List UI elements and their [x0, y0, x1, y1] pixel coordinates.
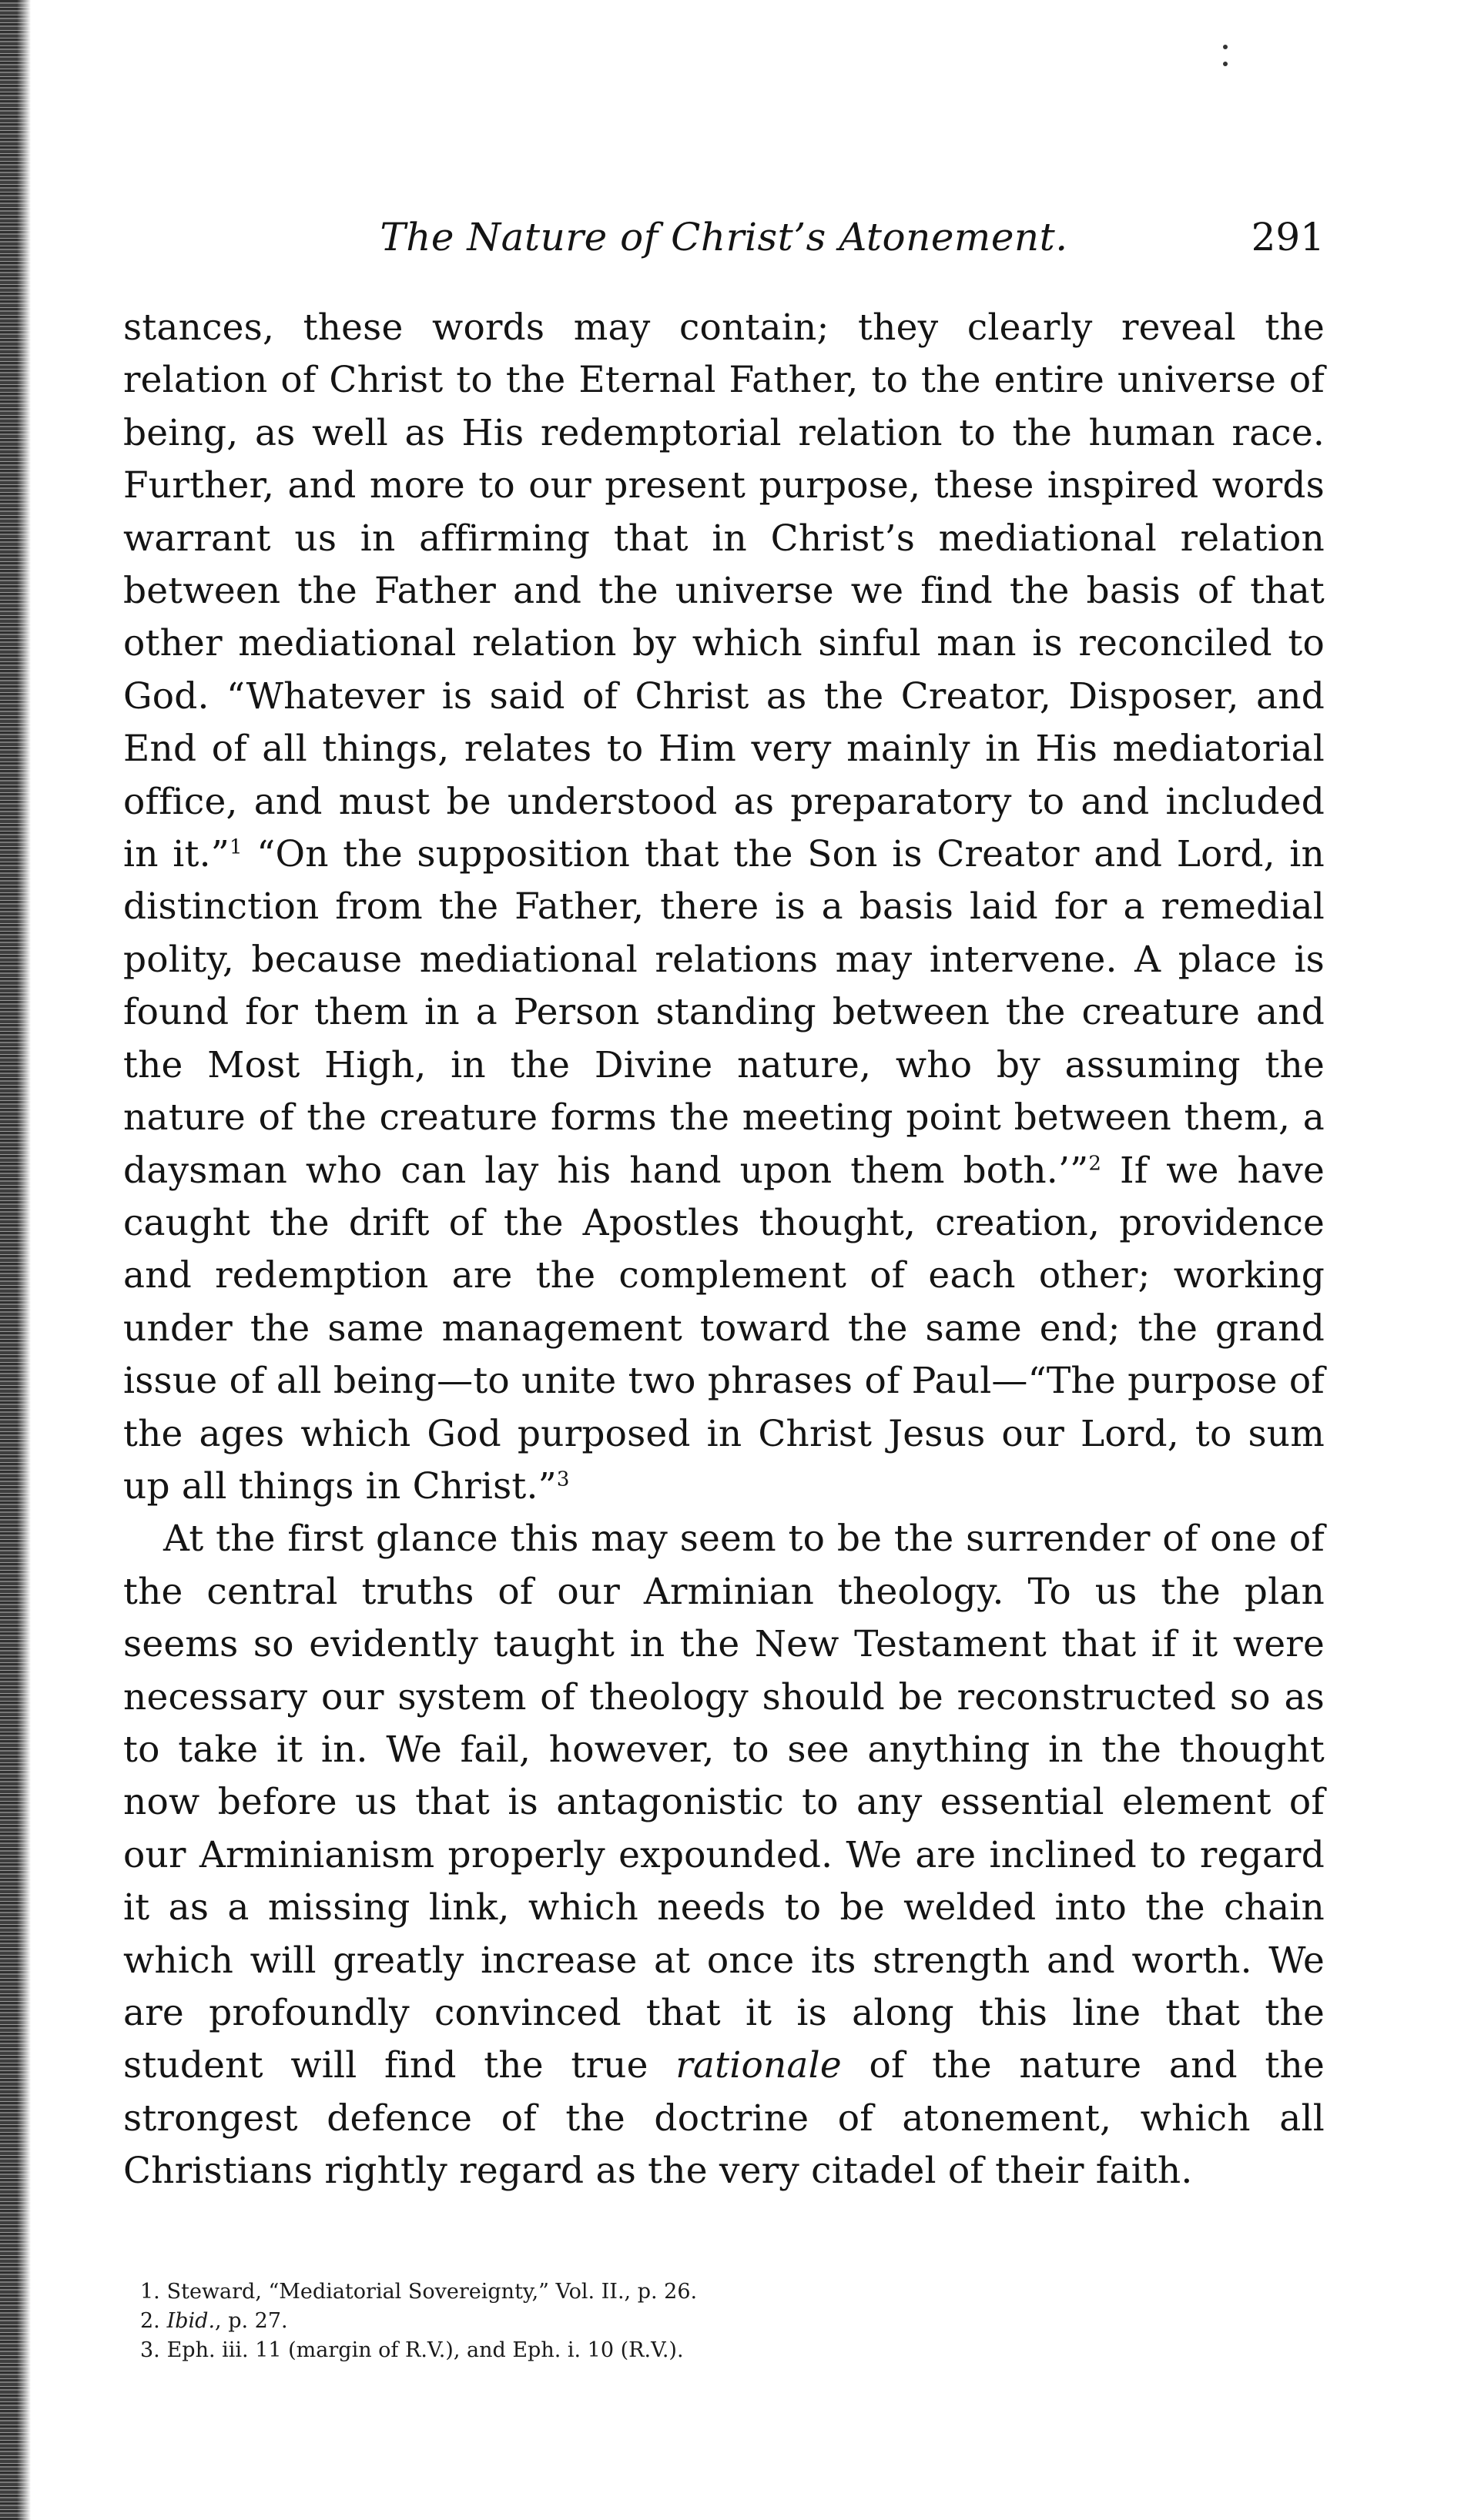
scan-speck [1223, 45, 1228, 49]
page-number: 291 [1251, 215, 1325, 259]
footnote-number: 3. [140, 2338, 160, 2362]
footnote-ref-2: 2 [1088, 1151, 1102, 1175]
footnote-3 [140, 2336, 1141, 2365]
scanned-binding-edge [0, 0, 31, 2520]
footnote-number: 1. [140, 2280, 160, 2304]
paragraph-1 [123, 302, 1325, 1513]
footnote-text: Steward, “Mediatorial Sovereignty,” Vol. II., p. 26. [166, 2280, 698, 2304]
paragraph-2-part-1: At the first glance this may seem to be the surrender of one of the central truths of our Arminian theology. To us the plan seems so evidently taught in the New Testament that if it were necessary our system of theology should be reconstructed so as to take it in. We fail, however, to see anything in the thought now before us that is antagonistic to any essential element of our Arminianism properly expounded. We are inclined to regard it as a missing link, which needs to be welded into the chain which will greatly increase at once its strength and worth. We are profoundly convinced that it is along this line that the student will find the true [123, 1518, 1325, 2087]
footnote-text: , p. 27. [215, 2309, 288, 2333]
running-title: The Nature of Christ’s Atonement. [380, 215, 1068, 259]
paragraph-2-italic-term: rationale [675, 2044, 842, 2087]
footnote-2 [140, 2307, 1141, 2336]
footnotes [140, 2277, 1141, 2365]
paragraph-2-part-2: of the nature and the strongest defence of the doctrine of atonement, which all Christians rightly regard as the very citadel of their faith. [123, 2044, 1325, 2193]
footnote-ref-3: 3 [556, 1467, 570, 1491]
paragraph-2 [123, 1513, 1325, 2197]
footnote-text: Eph. iii. 11 (margin of R.V.), and Eph. i. 10 (R.V.). [166, 2338, 684, 2362]
paragraph-1-part-2: “On the supposition that the Son is Creator and Lord, in distinction from the Father, there is a basis laid for a remedial polity, because mediational relations may intervene. A place is found for them in a Person standing between the creature and the Most High, in the Divine nature, who by assuming the nature of the creature forms the meeting point between them, a daysman who can lay his hand upon them both.’” [123, 833, 1325, 1192]
footnote-ref-1: 1 [229, 835, 243, 859]
paragraph-1-part-1: stances, these words may contain; they clearly reveal the relation of Christ to the Eternal Father, to the entire universe of being, as well as His redemptorial relation to the human race. Further, and more to our present purpose, these inspired words warrant us in affirming that in Christ’s mediational relation between the Father and the universe we find the basis of that other mediational relation by which sinful man is reconciled to God. “Whatever is said of Christ as the Creator, Disposer, and End of all things, relates to Him very mainly in His mediatorial office, and must be understood as preparatory to and included in it.” [123, 306, 1325, 876]
scan-speck [1223, 62, 1228, 66]
running-head [123, 206, 1325, 268]
paragraph-1-part-3: If we have caught the drift of the Apostles thought, creation, providence and redemption are the complement of each other; working under the same management toward the same end; the grand issue of all being—to unite two phrases of Paul—“The purpose of the ages which God purposed in Christ Jesus our Lord, to sum up all things in Christ.” [123, 1149, 1325, 1508]
footnote-number: 2. [140, 2309, 160, 2333]
footnote-italic-text: Ibid. [166, 2309, 216, 2333]
footnote-1 [140, 2277, 1141, 2307]
body-text [123, 302, 1325, 2198]
